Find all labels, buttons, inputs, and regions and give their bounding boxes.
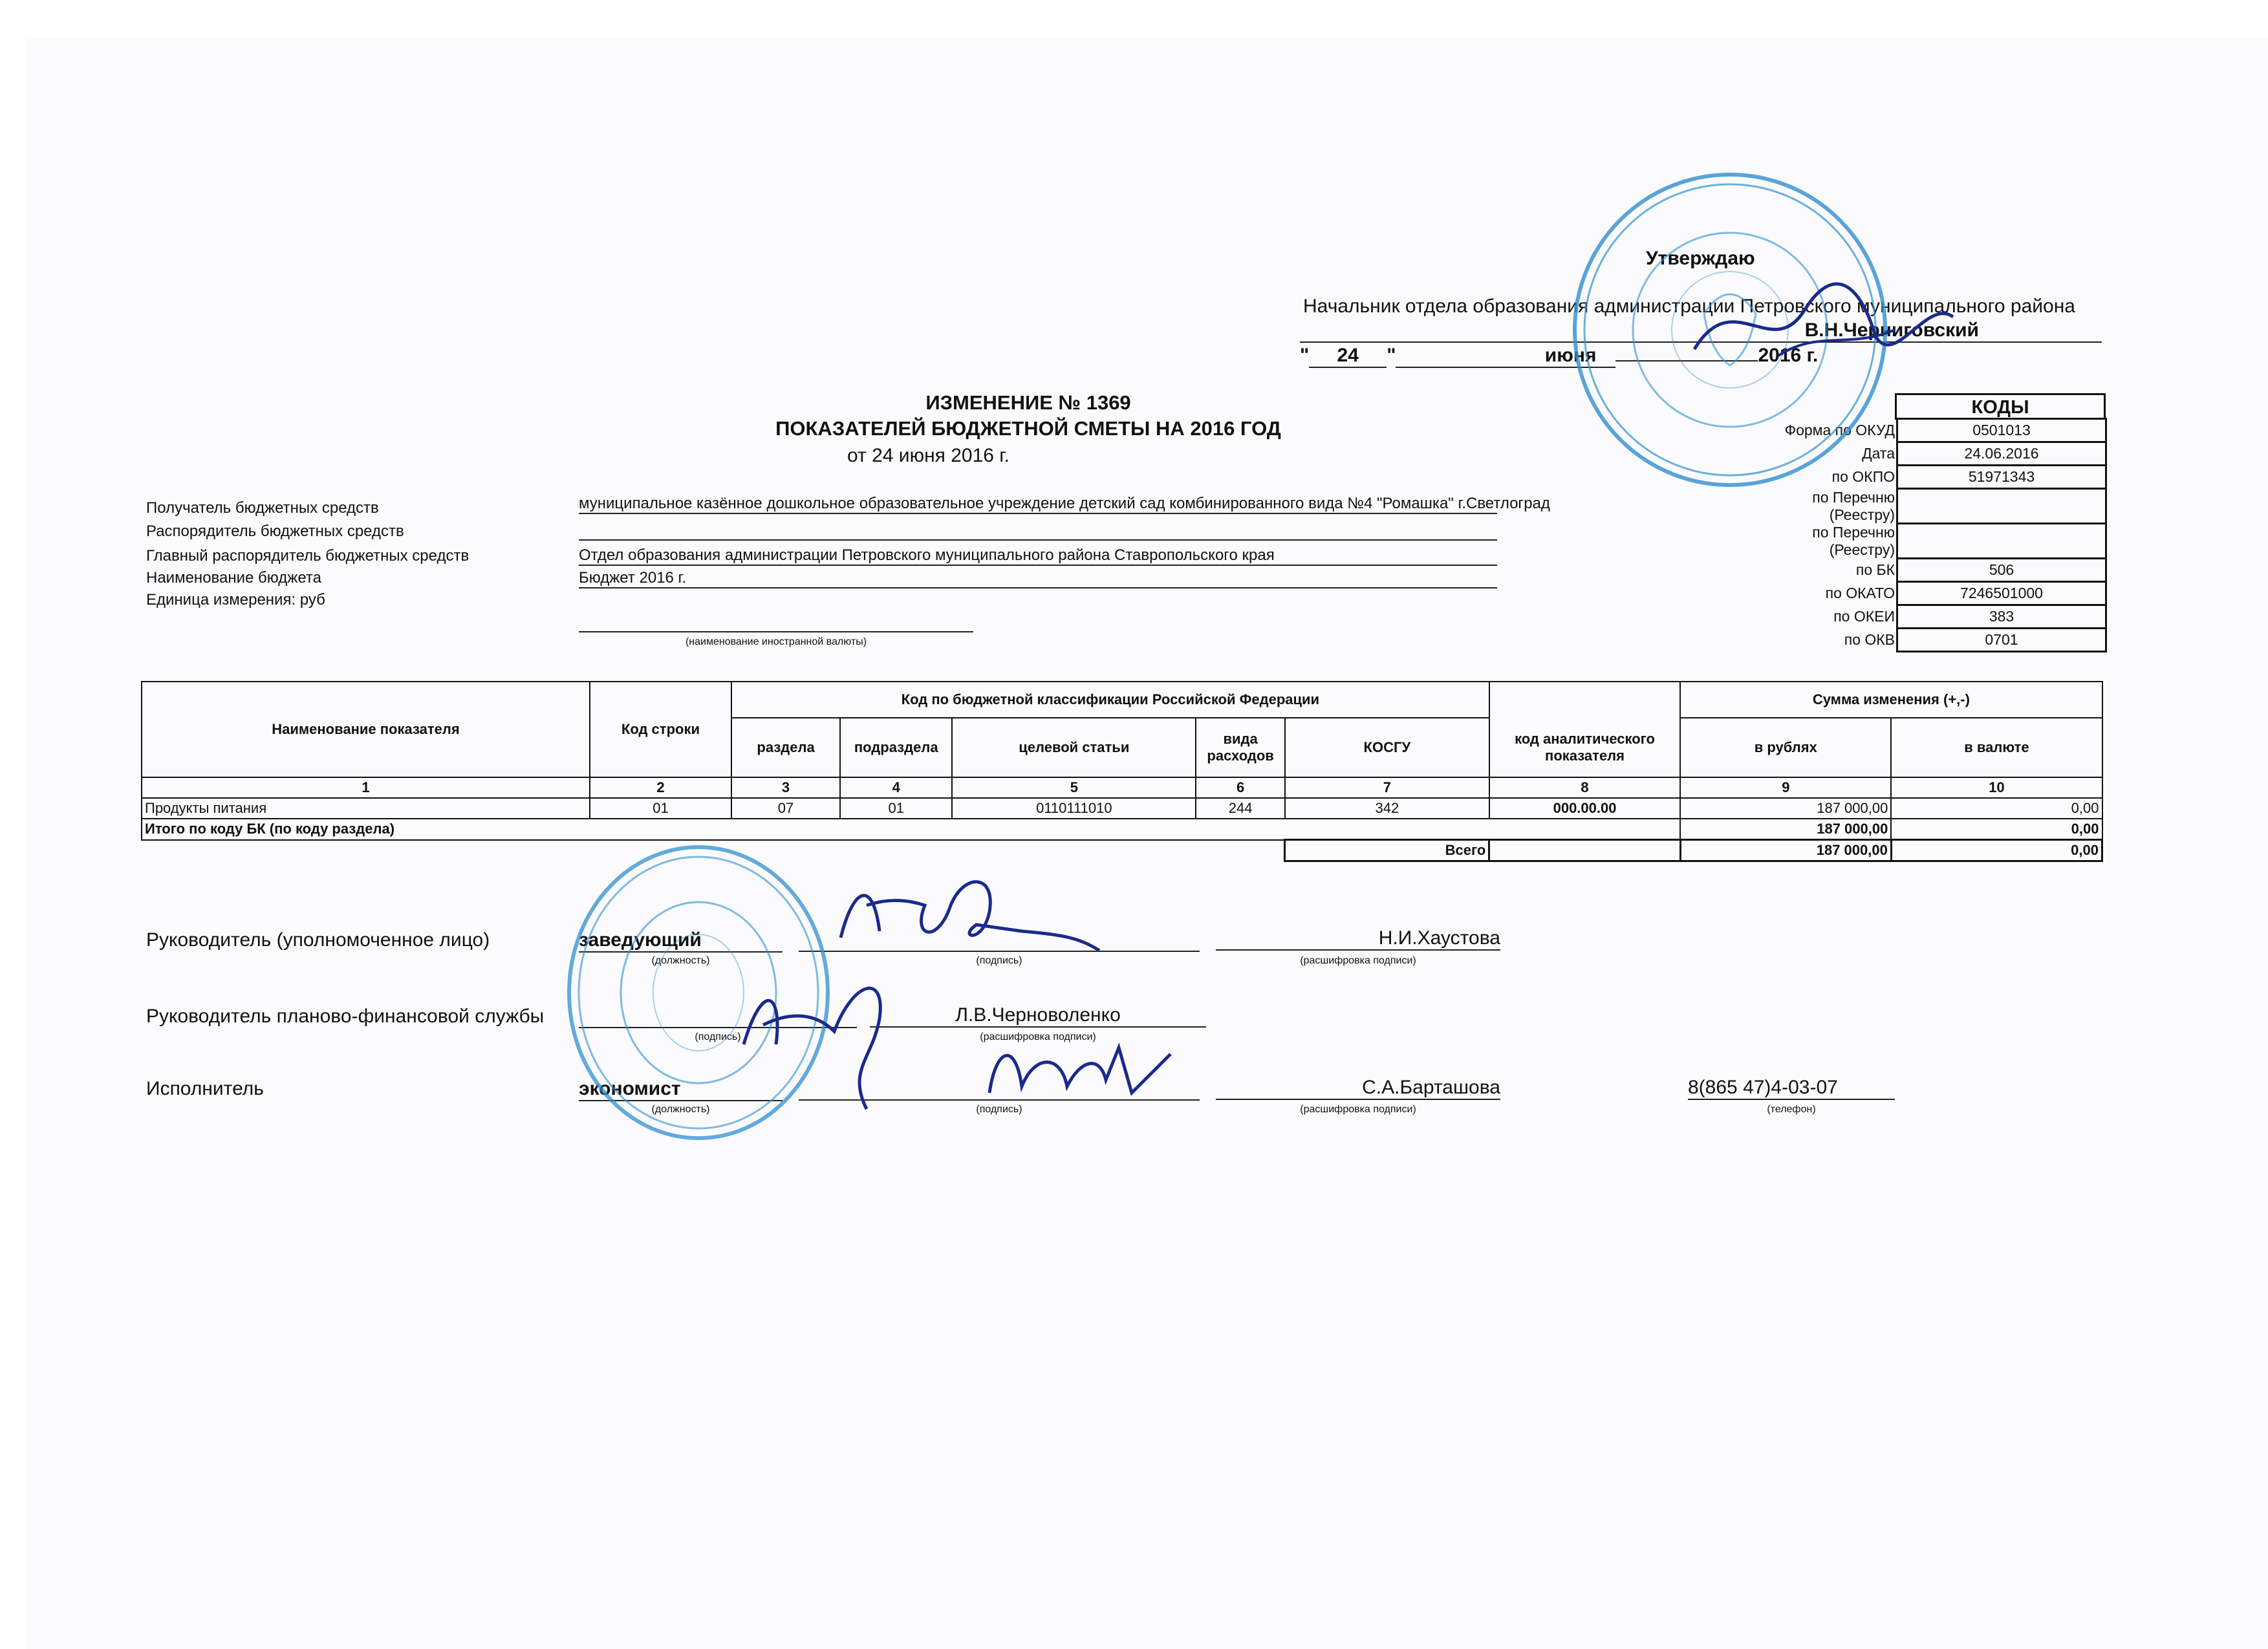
th-podrazdel: подраздела xyxy=(840,718,952,777)
th-kosgu: КОСГУ xyxy=(1285,718,1489,777)
doc-title-date: от 24 июня 2016 г. xyxy=(847,445,1010,466)
date-year: 2016 г. xyxy=(1758,345,1819,366)
sig-exec-name: С.А.Барташова xyxy=(1216,1077,1500,1100)
th-target: целевой статьи xyxy=(952,718,1196,777)
codes-label: по ОКВ xyxy=(1844,631,1895,648)
column-number: 6 xyxy=(1196,777,1285,798)
codes-value xyxy=(1897,489,2106,524)
signature-approver-icon xyxy=(1681,272,1966,375)
sig-fin-cap-sign: (подпись) xyxy=(695,1031,741,1042)
sig-exec-label: Исполнитель xyxy=(146,1078,264,1099)
codes-value: 0501013 xyxy=(1897,419,2106,442)
th-razdel: раздела xyxy=(731,718,840,777)
th-sum: Сумма изменения (+,-) xyxy=(1680,682,2102,718)
sig-fin-label: Руководитель планово-финансовой службы xyxy=(146,1006,545,1027)
row-podrazdel: 01 xyxy=(840,798,952,819)
row-code: 01 xyxy=(590,798,731,819)
total-bk-row xyxy=(142,819,2102,840)
sig-fin-name: Л.В.Черноволенко xyxy=(870,1004,1206,1028)
sig-exec-cap-pos: (должность) xyxy=(651,1104,710,1115)
value-recipient: муниципальное казённое дошкольное образовательное учреждение детский сад комбинированного вида №4 "Ромашка" г.Светлоград xyxy=(579,495,1497,514)
sig-head-name: Н.И.Хаустова xyxy=(1216,927,1500,951)
codes-row xyxy=(1746,559,2106,582)
total-bk-rub: 187 000,00 xyxy=(1680,819,1891,840)
th-code: Код строки xyxy=(590,682,731,777)
scan-edge xyxy=(0,0,26,1649)
codes-label: Форма по ОКУД xyxy=(1784,422,1895,438)
currency-caption: (наименование иностранной валюты) xyxy=(685,636,867,647)
column-number: 1 xyxy=(142,777,590,798)
codes-label: по ОКЕИ xyxy=(1833,608,1895,625)
column-number: 8 xyxy=(1489,777,1681,798)
sig-exec-position: экономист xyxy=(579,1078,783,1101)
doc-title-1: ИЗМЕНЕНИЕ № 1369 xyxy=(925,391,1131,414)
sig-fin-cap-name: (расшифровка подписи) xyxy=(980,1031,1096,1042)
doc-title-2: ПОКАЗАТЕЛЕЙ БЮДЖЕТНОЙ СМЕТЫ НА 2016 ГОД xyxy=(775,417,1281,440)
total-all-val: 0,00 xyxy=(1891,840,2102,861)
row-analytic: 000.00.00 xyxy=(1489,798,1681,819)
codes-row xyxy=(1746,605,2106,629)
codes-label: по Перечню (Реестру) xyxy=(1812,523,1895,558)
total-bk-label: Итого по коду БК (по коду раздела) xyxy=(142,819,1680,840)
codes-value: 0701 xyxy=(1897,629,2106,652)
total-all-empty xyxy=(1489,840,1681,861)
row-kosgu: 342 xyxy=(1285,798,1489,819)
codes-row xyxy=(1746,524,2106,559)
main-table-wrap xyxy=(141,681,2103,862)
codes-label: по Перечню (Реестру) xyxy=(1812,488,1895,523)
row-name: Продукты питания xyxy=(142,798,590,819)
row-val: 0,00 xyxy=(1891,798,2102,819)
date-quote-close: " xyxy=(1387,345,1396,366)
codes-label: по ОКПО xyxy=(1831,468,1895,485)
date-month: июня xyxy=(1396,345,1615,368)
th-vid: вида расходов xyxy=(1196,718,1285,777)
codes-row xyxy=(1746,629,2106,652)
value-budget-name: Бюджет 2016 г. xyxy=(579,569,1497,588)
codes-label: по БК xyxy=(1855,561,1895,578)
codes-value xyxy=(1897,524,2106,559)
th-analytic-top xyxy=(1489,682,1681,718)
codes-value: 24.06.2016 xyxy=(1897,442,2106,466)
th-val: в валюте xyxy=(1891,718,2102,777)
column-number: 10 xyxy=(1891,777,2102,798)
th-rub: в рублях xyxy=(1680,718,1891,777)
sig-exec-cap-sign: (подпись) xyxy=(976,1104,1022,1115)
codes-value: 506 xyxy=(1897,559,2106,582)
column-number: 7 xyxy=(1285,777,1489,798)
column-number-row xyxy=(142,777,2102,798)
th-name: Наименование показателя xyxy=(142,682,590,777)
codes-value: 7246501000 xyxy=(1897,582,2106,605)
date-day: 24 xyxy=(1309,345,1387,368)
sig-head-cap-sign: (подпись) xyxy=(976,955,1022,966)
label-unit: Единица измерения: руб xyxy=(146,591,325,609)
codes-label: Дата xyxy=(1862,445,1895,462)
label-recipient: Получатель бюджетных средств xyxy=(146,499,379,517)
total-bk-val: 0,00 xyxy=(1891,819,2102,840)
row-vid: 244 xyxy=(1196,798,1285,819)
column-number: 9 xyxy=(1680,777,1891,798)
value-chief-manager: Отдел образования администрации Петровского муниципального района Ставропольского края xyxy=(579,546,1497,566)
sig-head-cap-pos: (должность) xyxy=(651,955,710,966)
codes-header: КОДЫ xyxy=(1895,393,2106,420)
currency-line xyxy=(579,616,973,632)
sig-exec-phone: 8(865 47)4-03-07 xyxy=(1688,1077,1895,1100)
th-bk: Код по бюджетной классификации Российской Федерации xyxy=(731,682,1489,718)
total-all-rub: 187 000,00 xyxy=(1680,840,1891,861)
date-quote-open: " xyxy=(1300,345,1310,366)
sig-exec-cap-name: (расшифровка подписи) xyxy=(1300,1104,1416,1115)
column-number: 4 xyxy=(840,777,952,798)
label-chief-manager: Главный распорядитель бюджетных средств xyxy=(146,547,470,565)
codes-value: 383 xyxy=(1897,605,2106,629)
codes-label: по ОКАТО xyxy=(1825,585,1895,601)
approval-name: В.Н.Черниговский xyxy=(1804,319,1979,341)
column-number: 3 xyxy=(731,777,840,798)
th-analytic: код аналитического показателя xyxy=(1489,718,1681,777)
column-number: 2 xyxy=(590,777,731,798)
signature-executor-icon xyxy=(977,1028,1183,1112)
label-budget-name: Наименование бюджета xyxy=(146,569,321,587)
value-manager-line xyxy=(579,523,1497,541)
column-number: 5 xyxy=(952,777,1196,798)
row-razdel: 07 xyxy=(731,798,840,819)
sig-head-position: заведующий xyxy=(579,929,783,953)
row-rub: 187 000,00 xyxy=(1680,798,1891,819)
sig-exec-cap-phone: (телефон) xyxy=(1767,1104,1816,1115)
approval-position: Начальник отдела образования администрации Петровского муниципального района xyxy=(1303,296,2075,317)
total-all-row xyxy=(142,840,2102,861)
codes-row xyxy=(1746,582,2106,605)
total-all-label: Всего xyxy=(1285,840,1489,861)
codes-value: 51971343 xyxy=(1897,466,2106,489)
signature-finance-icon xyxy=(724,954,918,1122)
sig-head-label: Руководитель (уполномоченное лицо) xyxy=(146,929,490,951)
main-table xyxy=(141,681,2103,862)
approval-label: Утверждаю xyxy=(1646,248,1755,269)
row-target: 0110111010 xyxy=(952,798,1196,819)
sig-head-cap-name: (расшифровка подписи) xyxy=(1300,955,1416,966)
table-row xyxy=(142,798,2102,819)
label-manager: Распорядитель бюджетных средств xyxy=(146,523,404,540)
